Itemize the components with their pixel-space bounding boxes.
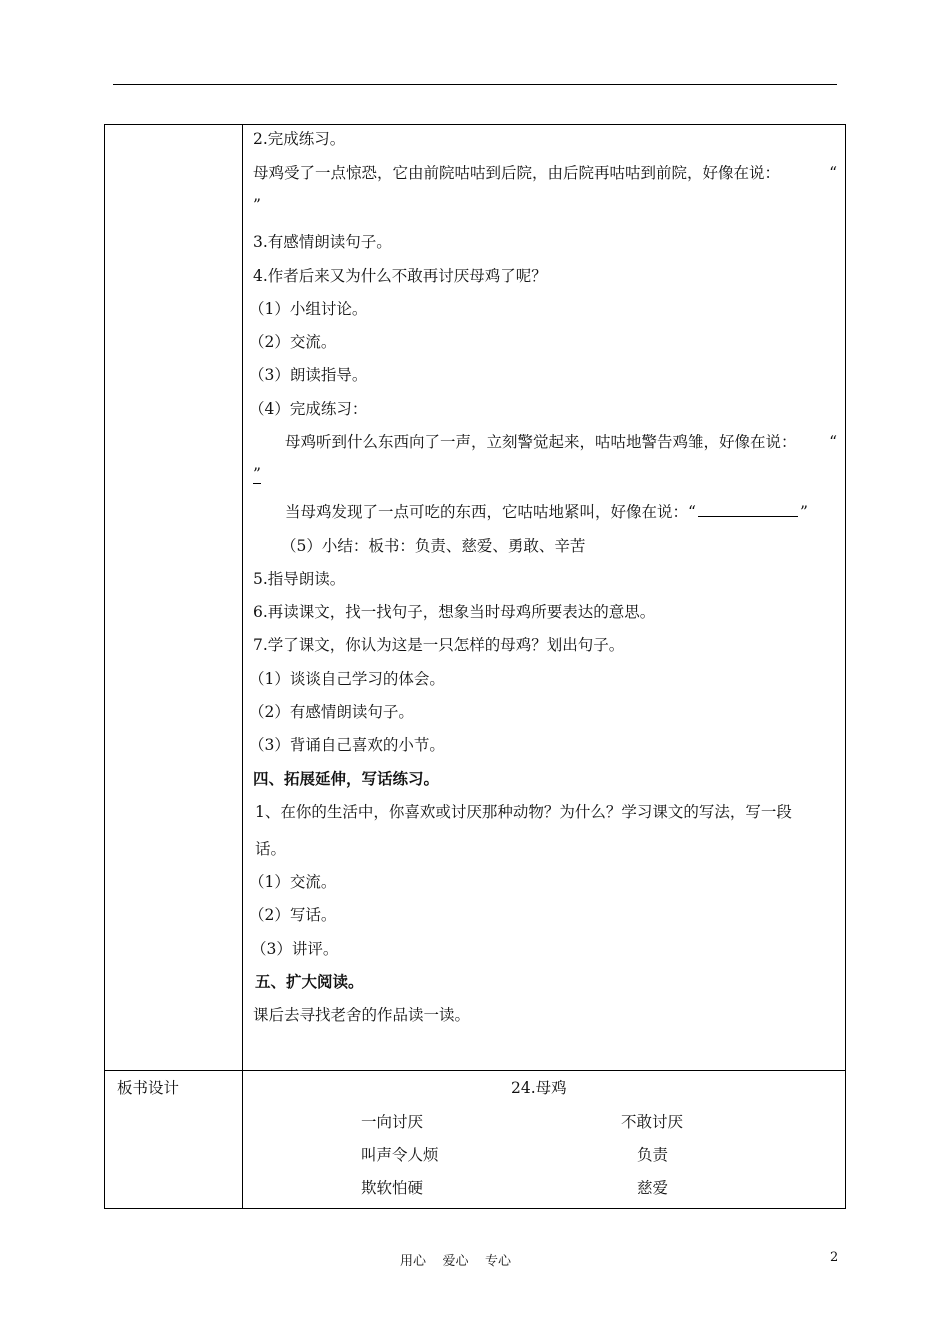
text-line: 6.再读课文，找一找句子，想象当时母鸡所要表达的意思。 xyxy=(253,603,656,621)
text-line: 母鸡受了一点惊恐，它由前院咕咕到后院，由后院再咕咕到前院，好像在说： xyxy=(253,164,781,182)
text-line: （2）写话。 xyxy=(249,906,337,924)
header-rule xyxy=(113,84,837,85)
board-label-cell xyxy=(105,1071,243,1209)
procedure-row xyxy=(105,125,846,1071)
board-left-item: 一向讨厌 xyxy=(361,1113,424,1131)
board-label: 板书设计 xyxy=(117,1079,180,1097)
board-right-item: 慈爱 xyxy=(637,1179,669,1197)
text-line: 4.作者后来又为什么不敢再讨厌母鸡了呢？ xyxy=(253,267,547,285)
lesson-table xyxy=(104,124,846,1209)
text-line: （3）朗读指导。 xyxy=(249,366,368,384)
text-line: 母鸡听到什么东西向了一声，立刻警觉起来，咕咕地警告鸡雏，好像在说： xyxy=(285,433,797,451)
text-line: （2）交流。 xyxy=(249,333,337,351)
text-span: 当母鸡发现了一点可吃的东西，它咕咕地紧叫，好像在说：“ xyxy=(285,503,696,521)
procedure-content-cell xyxy=(243,125,846,1071)
quote-mark: ” xyxy=(253,465,261,483)
board-left-item: 叫声令人烦 xyxy=(361,1146,439,1164)
quote-mark: “ xyxy=(829,433,837,451)
page-number: 2 xyxy=(830,1250,839,1265)
text-line: （5）小结：板书：负责、慈爱、勇敢、辛苦 xyxy=(281,537,586,555)
text-line: （3）讲评。 xyxy=(251,940,339,958)
board-content-cell xyxy=(243,1071,846,1209)
text-line: 3.有感情朗读句子。 xyxy=(253,233,392,251)
text-line xyxy=(285,502,808,522)
text-line: 7.学了课文，你认为这是一只怎样的母鸡？划出句子。 xyxy=(253,636,625,654)
quote-mark: “ xyxy=(829,164,837,182)
text-line: 5.指导朗读。 xyxy=(253,570,346,588)
text-line: （3）背诵自己喜欢的小节。 xyxy=(249,736,445,754)
text-line: （2）有感情朗读句子。 xyxy=(249,703,414,721)
procedure-label-cell xyxy=(105,125,243,1071)
quote-mark: ” xyxy=(799,503,808,521)
section-heading: 五、扩大阅读。 xyxy=(255,972,364,991)
board-right-item: 不敢讨厌 xyxy=(621,1113,684,1131)
board-row xyxy=(105,1071,846,1209)
text-line: （1）谈谈自己学习的体会。 xyxy=(249,670,445,688)
quote-mark: ” xyxy=(253,196,261,214)
text-line: （1）交流。 xyxy=(249,873,337,891)
footer-motto: 用心 爱心 专心 xyxy=(400,1254,512,1269)
section-heading: 四、拓展延伸，写话练习。 xyxy=(253,769,440,788)
text-line: 2.完成练习。 xyxy=(253,130,346,148)
text-line: 1、在你的生活中，你喜欢或讨厌那种动物？为什么？学习课文的写法，写一段 xyxy=(255,803,792,821)
procedure-content xyxy=(243,125,845,1070)
text-line: （4）完成练习： xyxy=(249,400,368,418)
text-line: 话。 xyxy=(255,840,287,858)
text-line: 课后去寻找老舍的作品读一读。 xyxy=(253,1006,471,1024)
board-left-item: 欺软怕硬 xyxy=(361,1179,424,1197)
text-line: （1）小组讨论。 xyxy=(249,300,368,318)
answer-blank xyxy=(698,502,798,517)
board-right-item: 负责 xyxy=(637,1146,669,1164)
board-content xyxy=(243,1071,845,1208)
board-title: 24.母鸡 xyxy=(511,1079,567,1097)
